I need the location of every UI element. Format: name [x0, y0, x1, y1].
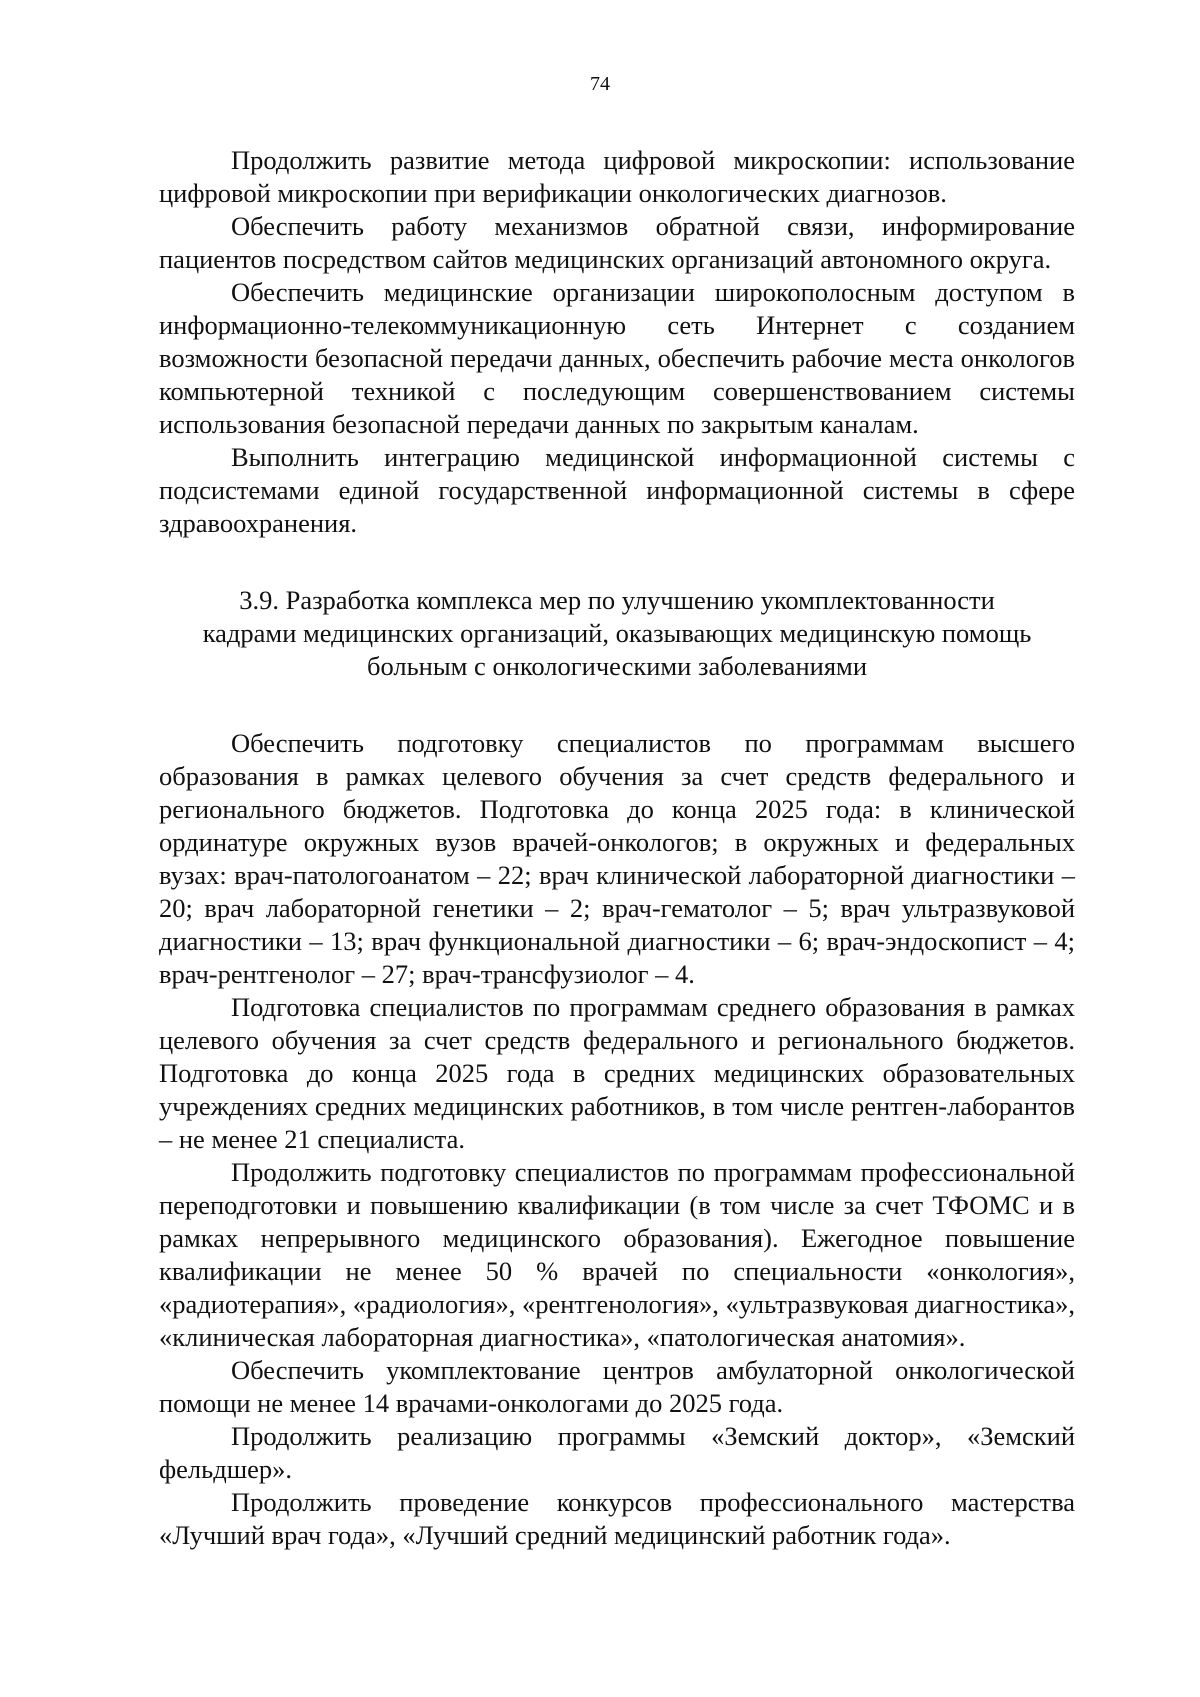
paragraph: Обеспечить работу механизмов обратной связи, информирование пациентов посредством сайтов медицинских организаций автономного округа. [159, 211, 1075, 274]
paragraph: Выполнить интеграцию медицинской информационной системы с подсистемами единой государственной информационной системы в сфере здравоохранения. [159, 442, 1075, 538]
section-heading-line: кадрами медицинских организаций, оказывающих медицинскую помощь [202, 618, 1032, 648]
section-heading-line: больным с онкологическими заболеваниями [366, 651, 868, 681]
section-heading [159, 584, 1075, 683]
section-heading-line: 3.9. Разработка комплекса мер по улучшению укомплектованности [239, 585, 995, 615]
paragraph: Продолжить подготовку специалистов по программам профессиональной переподготовки и повышению квалификации (в том числе за счет ТФОМС и в рамках непрерывного медицинского образования). Ежегодное повышение квалификации не менее 50 % врачей по специальности «онкология», «радиотерапия», «радиология», «рентгенология», «ультразвуковая диагностика», «клиническая лабораторная диагностика», «патологическая анатомия». [159, 1157, 1075, 1352]
page-number: 74 [590, 73, 610, 95]
paragraph: Продолжить реализацию программы «Земский доктор», «Земский фельдшер». [159, 1421, 1075, 1484]
document-body [159, 144, 1075, 1552]
paragraph: Продолжить развитие метода цифровой микроскопии: использование цифровой микроскопии при верификации онкологических диагнозов. [159, 145, 1075, 208]
paragraph: Обеспечить укомплектование центров амбулаторной онкологической помощи не менее 14 врачами-онкологами до 2025 года. [159, 1355, 1075, 1418]
paragraph: Обеспечить медицинские организации широкополосным доступом в информационно-телекоммуникационную сеть Интернет с созданием возможности безопасной передачи данных, обеспечить рабочие места онкологов компьютерной техникой с последующим совершенствованием системы использования безопасной передачи данных по закрытым каналам. [159, 277, 1075, 439]
paragraph: Продолжить проведение конкурсов профессионального мастерства «Лучший врач года», «Лучший средний медицинский работник года». [159, 1487, 1075, 1550]
paragraph: Обеспечить подготовку специалистов по программам высшего образования в рамках целевого обучения за счет средств федерального и регионального бюджетов. Подготовка до конца 2025 года: в клинической ординатуре окружных вузов врачей-онкологов; в окружных и федеральных вузах: врач-патологоанатом – 22; врач клинической лабораторной диагностики – 20; врач лабораторной генетики – 2; врач-гематолог – 5; врач ультразвуковой диагностики – 13; врач функциональной диагностики – 6; врач-эндоскопист – 4; врач-рентгенолог – 27; врач-трансфузиолог – 4. [159, 728, 1075, 989]
paragraph: Подготовка специалистов по программам среднего образования в рамках целевого обучения за счет средств федерального и регионального бюджетов. Подготовка до конца 2025 года в средних медицинских образовательных учреждениях средних медицинских работников, в том числе рентген-лаборантов – не менее 21 специалиста. [159, 992, 1075, 1154]
